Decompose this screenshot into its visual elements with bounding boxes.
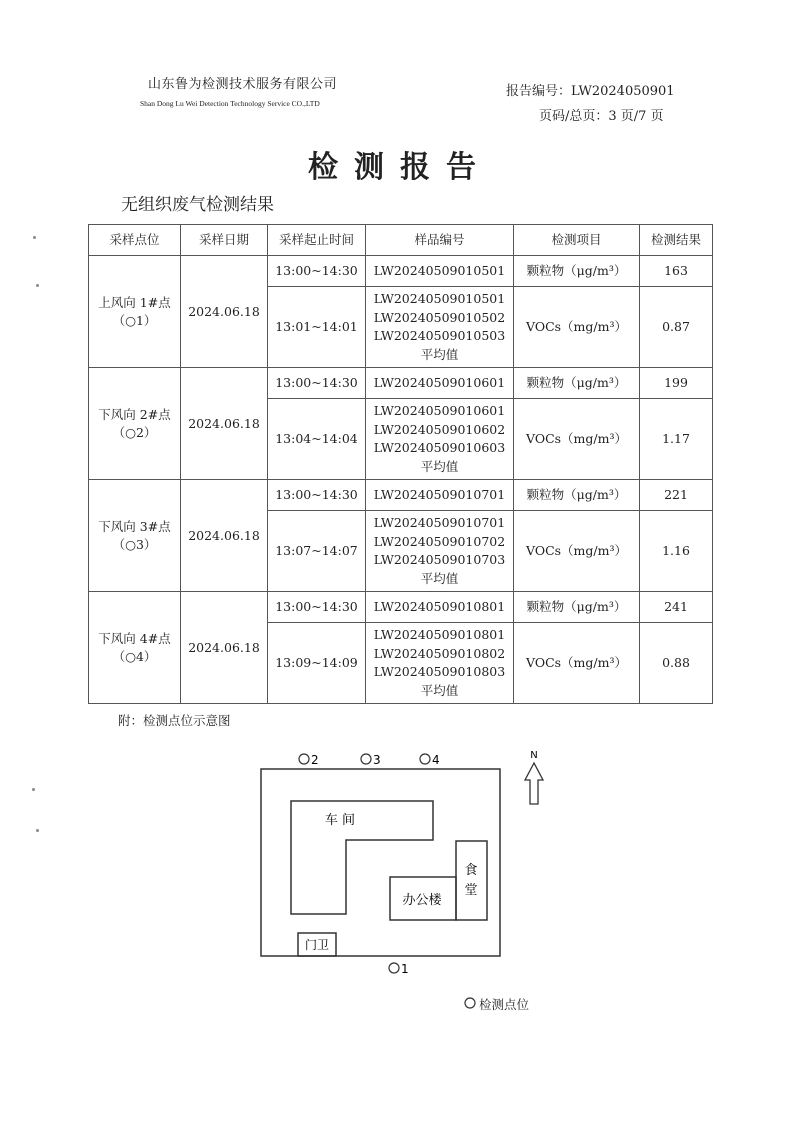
column-header: 检测结果 <box>640 225 713 256</box>
scan-mark <box>36 829 39 832</box>
sample-id: LW20240509010802 <box>373 645 506 661</box>
test-result: 241 <box>640 592 713 623</box>
north-label: N <box>530 750 538 761</box>
sampling-date: 2024.06.18 <box>181 368 268 480</box>
canteen-label: 堂 <box>464 883 478 898</box>
gatehouse-label: 门卫 <box>304 938 330 952</box>
test-item: 颗粒物（μg/m³） <box>514 592 640 623</box>
sampling-point: 上风向 1#点 <box>98 294 171 310</box>
sampling-time: 13:09~14:09 <box>268 623 366 704</box>
monitoring-point-marker <box>361 754 371 764</box>
sample-id: LW20240509010501 <box>373 291 506 306</box>
company-name-cn: 山东鲁为检测技术服务有限公司 <box>148 77 338 92</box>
report-number: 报告编号：LW2024050901 <box>506 84 675 99</box>
sampling-point: 下风向 4#点 <box>98 630 171 646</box>
company-name-en: Shan Dong Lu Wei Detection Technology Service CO.,LTD <box>140 99 320 108</box>
sample-id: LW20240509010503 <box>373 328 506 343</box>
sample-id: LW20240509010601 <box>366 368 514 399</box>
sample-id: LW20240509010801 <box>366 592 514 623</box>
canteen-building <box>456 841 487 920</box>
sampling-date: 2024.06.18 <box>181 256 268 368</box>
monitoring-point-marker <box>389 963 399 973</box>
sampling-date: 2024.06.18 <box>181 480 268 592</box>
column-header: 采样点位 <box>89 225 181 256</box>
monitoring-point-label: 3 <box>373 753 381 767</box>
sample-id: LW20240509010703 <box>373 552 506 567</box>
legend-label: 检测点位 <box>479 997 530 1012</box>
sampling-time: 13:07~14:07 <box>268 511 366 592</box>
monitoring-point-label: 1 <box>401 962 409 976</box>
sample-id: LW20240509010601 <box>373 403 506 418</box>
sampling-point-code: （○3） <box>112 536 157 552</box>
column-header: 采样日期 <box>181 225 268 256</box>
sampling-time: 13:01~14:01 <box>268 287 366 368</box>
monitoring-point-marker <box>420 754 430 764</box>
average-label: 平均值 <box>420 346 459 362</box>
test-item: VOCs（mg/m³） <box>514 287 640 368</box>
test-item: 颗粒物（μg/m³） <box>514 256 640 287</box>
sampling-time: 13:00~14:30 <box>268 480 366 511</box>
sampling-point-code: （○1） <box>112 312 157 328</box>
figure-caption: 附：检测点位示意图 <box>118 713 231 728</box>
page-number: 页码/总页：3 页/7 页 <box>539 109 664 124</box>
sample-id: LW20240509010603 <box>373 440 506 455</box>
scan-mark <box>32 788 35 791</box>
column-header: 样品编号 <box>366 225 514 256</box>
column-header: 采样起止时间 <box>268 225 366 256</box>
test-result: 0.87 <box>640 287 713 368</box>
scan-mark <box>33 236 36 239</box>
sample-id: LW20240509010502 <box>373 309 506 325</box>
legend-marker <box>465 998 475 1008</box>
page-title: 检测报告 <box>308 150 492 185</box>
sampling-point-code: （○2） <box>112 424 157 440</box>
canteen-label: 食 <box>464 863 478 878</box>
column-header: 检测项目 <box>514 225 640 256</box>
sampling-time: 13:00~14:30 <box>268 256 366 287</box>
sample-id: LW20240509010701 <box>373 515 506 530</box>
scan-mark <box>36 284 39 287</box>
test-result: 163 <box>640 256 713 287</box>
monitoring-point-label: 2 <box>311 753 319 767</box>
sample-id: LW20240509010501 <box>366 256 514 287</box>
section-title: 无组织废气检测结果 <box>121 195 274 215</box>
sample-id: LW20240509010702 <box>373 533 506 549</box>
test-item: 颗粒物（μg/m³） <box>514 480 640 511</box>
north-arrow-icon <box>525 750 543 804</box>
sampling-point: 下风向 2#点 <box>98 406 171 422</box>
test-item: VOCs（mg/m³） <box>514 399 640 480</box>
monitoring-point-label: 4 <box>432 753 440 767</box>
average-label: 平均值 <box>420 682 459 698</box>
sample-id: LW20240509010602 <box>373 421 506 437</box>
sampling-time: 13:00~14:30 <box>268 592 366 623</box>
test-result: 1.17 <box>640 399 713 480</box>
sampling-point: 下风向 3#点 <box>98 518 171 534</box>
sampling-time: 13:00~14:30 <box>268 368 366 399</box>
test-result: 221 <box>640 480 713 511</box>
test-result: 199 <box>640 368 713 399</box>
test-item: VOCs（mg/m³） <box>514 623 640 704</box>
average-label: 平均值 <box>420 570 459 586</box>
sampling-time: 13:04~14:04 <box>268 399 366 480</box>
sampling-date: 2024.06.18 <box>181 592 268 704</box>
test-item: VOCs（mg/m³） <box>514 511 640 592</box>
sample-id: LW20240509010801 <box>373 627 506 642</box>
sample-id: LW20240509010803 <box>373 664 506 679</box>
average-label: 平均值 <box>420 458 459 474</box>
test-result: 0.88 <box>640 623 713 704</box>
monitoring-point-marker <box>299 754 309 764</box>
test-result: 1.16 <box>640 511 713 592</box>
test-item: 颗粒物（μg/m³） <box>514 368 640 399</box>
office-label: 办公楼 <box>402 893 442 908</box>
sample-id: LW20240509010701 <box>366 480 514 511</box>
sampling-point-code: （○4） <box>112 648 157 664</box>
workshop-label: 车 间 <box>324 813 356 828</box>
